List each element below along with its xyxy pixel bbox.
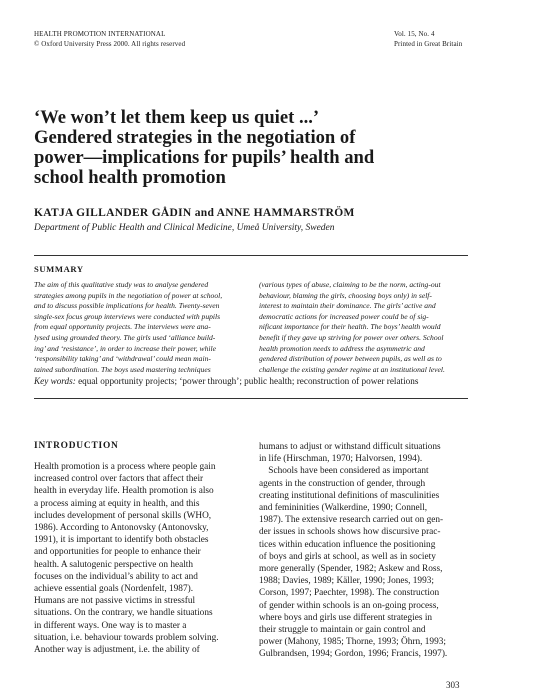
article-title bbox=[34, 108, 474, 188]
running-header-right bbox=[394, 29, 462, 49]
body-line: health in everyday life. Health promotion is also bbox=[34, 486, 214, 497]
body-line: their struggle to maintain or gain control and bbox=[259, 625, 426, 636]
summary-column-right bbox=[259, 280, 464, 375]
body-line: 1987). The extensive research carried out on gen- bbox=[259, 515, 444, 526]
body-line: Another way is adjustment, i.e. the ability of bbox=[34, 645, 200, 656]
summary-line: nificant importance for their health. The boys’ health would bbox=[259, 322, 441, 332]
keywords-label: Key words: bbox=[34, 376, 76, 386]
summary-line: single-sex focus group interviews were conducted with pupils bbox=[34, 311, 221, 321]
body-line: of boys and girls at school, as well as in society bbox=[259, 551, 436, 562]
summary-column-left bbox=[34, 280, 239, 375]
journal-name: HEALTH PROMOTION INTERNATIONAL bbox=[34, 30, 166, 38]
title-line: school health promotion bbox=[34, 167, 226, 188]
summary-line: democratic actions for increased power could be of sig- bbox=[259, 311, 429, 321]
summary-line: ing’ and ‘resistance’, in order to increase their power, while bbox=[34, 343, 217, 353]
body-line: situations. On the contrary, we handle situations bbox=[34, 608, 213, 619]
summary-line: tained subordination. The boys used mastering techniques bbox=[34, 364, 211, 374]
author-affiliation: Department of Public Health and Clinical Medicine, Umeå University, Sweden bbox=[34, 223, 335, 233]
body-line: 1991), it is important to identify both obstacles bbox=[34, 535, 209, 546]
body-line: Schools have been considered as important bbox=[259, 466, 429, 477]
body-line: where boys and girls use different strategies in bbox=[259, 612, 433, 623]
summary-line: (various types of abuse, claiming to be the norm, acting-out bbox=[259, 280, 441, 289]
title-line: power—implications for pupils’ health and bbox=[34, 147, 375, 168]
body-line: health. A salutogenic perspective on health bbox=[34, 559, 194, 570]
keywords-line bbox=[34, 376, 418, 386]
body-line: focuses on the individual’s ability to act and bbox=[34, 571, 198, 582]
body-line: in life (Hirschman, 1970; Halvorsen, 1994). bbox=[259, 454, 423, 465]
body-line: more generally (Spender, 1982; Askew and Ross, bbox=[259, 564, 443, 575]
summary-top-rule bbox=[34, 255, 468, 256]
body-line: Health promotion is a process where people gain bbox=[34, 462, 216, 472]
body-line: tices within education influence the positioning bbox=[259, 539, 436, 550]
volume-issue: Vol. 15, No. 4 bbox=[394, 30, 435, 38]
title-line: ‘We won’t let them keep us quiet ...’ bbox=[34, 107, 320, 128]
body-line: and femininities (Walkerdine, 1990; Connell, bbox=[259, 503, 428, 514]
summary-line: The aim of this qualitative study was to analyse gendered bbox=[34, 280, 209, 289]
body-line: humans to adjust or withstand difficult situations bbox=[259, 442, 441, 452]
summary-line: from equal opportunity projects. The interviews were ana- bbox=[34, 322, 211, 332]
title-line: Gendered strategies in the negotiation of bbox=[34, 127, 356, 148]
body-line: increased control over factors that affect their bbox=[34, 474, 204, 485]
running-header-left bbox=[34, 29, 185, 49]
body-line: Corson, 1997; Paechter, 1998). The construction bbox=[259, 588, 440, 599]
page-number: 303 bbox=[446, 680, 460, 690]
summary-line: benefit if they gave up striving for power over others. School bbox=[259, 332, 444, 342]
copyright-line: © Oxford University Press 2000. All rights reserved bbox=[34, 40, 186, 48]
printed-in: Printed in Great Britain bbox=[394, 40, 463, 48]
body-line: and opportunities for people to enhance their bbox=[34, 547, 201, 558]
body-line: Humans are not passive victims in stressful bbox=[34, 596, 196, 607]
body-line: includes development of personal skills (WHO, bbox=[34, 510, 212, 521]
summary-bottom-rule bbox=[34, 398, 468, 399]
body-line: agents in the construction of gender, through bbox=[259, 478, 426, 489]
summary-line: challenge the existing gender regime at an institutional level. bbox=[259, 364, 445, 374]
body-line: of gender within schools is an on-going process, bbox=[259, 600, 439, 611]
body-line: power (Mahony, 1985; Thorne, 1993; Öhrn, 1993; bbox=[259, 637, 446, 648]
body-line: 1986). According to Antonovsky (Antonovsky, bbox=[34, 523, 209, 534]
summary-line: ‘responsibility taking’ and ‘withdrawal’ could mean main- bbox=[34, 354, 211, 364]
body-line: situation, i.e. behaviour towards problem solving. bbox=[34, 632, 219, 643]
summary-line: strategies among pupils in the negotiation of power at school, bbox=[34, 290, 223, 300]
introduction-column-left bbox=[34, 461, 242, 656]
body-line: 1988; Davies, 1989; Käller, 1990; Jones, 1993; bbox=[259, 576, 434, 587]
summary-line: health promotion needs to address the asymmetric and bbox=[259, 343, 425, 353]
body-line: achieve essential goals (Nordenfelt, 1987). bbox=[34, 584, 194, 595]
summary-line: gendered distribution of power between pupils, as well as to bbox=[259, 354, 442, 364]
keywords-text: equal opportunity projects; ‘power through’; public health; reconstruction of power relations bbox=[75, 376, 419, 386]
body-line: Gulbrandsen, 1994; Gordon, 1996; Francis, 1997). bbox=[259, 649, 448, 660]
body-line: der issues in schools shows how discursive prac- bbox=[259, 527, 441, 538]
summary-line: interest to maintain their dominance. The girls’ active and bbox=[259, 301, 436, 311]
introduction-heading: INTRODUCTION bbox=[34, 441, 119, 451]
summary-line: lysed using grounded theory. The girls used ‘alliance build- bbox=[34, 332, 216, 342]
body-line: a process aiming at equity in health, and this bbox=[34, 498, 200, 509]
body-line: in different ways. One way is to master a bbox=[34, 620, 187, 631]
summary-line: behaviour, blaming the girls, choosing boys only) in self- bbox=[259, 290, 432, 300]
summary-line: and to discuss possible implications for health. Twenty-seven bbox=[34, 301, 220, 311]
summary-heading: SUMMARY bbox=[34, 264, 84, 274]
author-list: KATJA GILLANDER GÅDIN and ANNE HAMMARSTRÖM bbox=[34, 207, 355, 219]
body-line: creating institutional definitions of masculinities bbox=[259, 490, 440, 501]
introduction-column-right bbox=[259, 441, 467, 661]
